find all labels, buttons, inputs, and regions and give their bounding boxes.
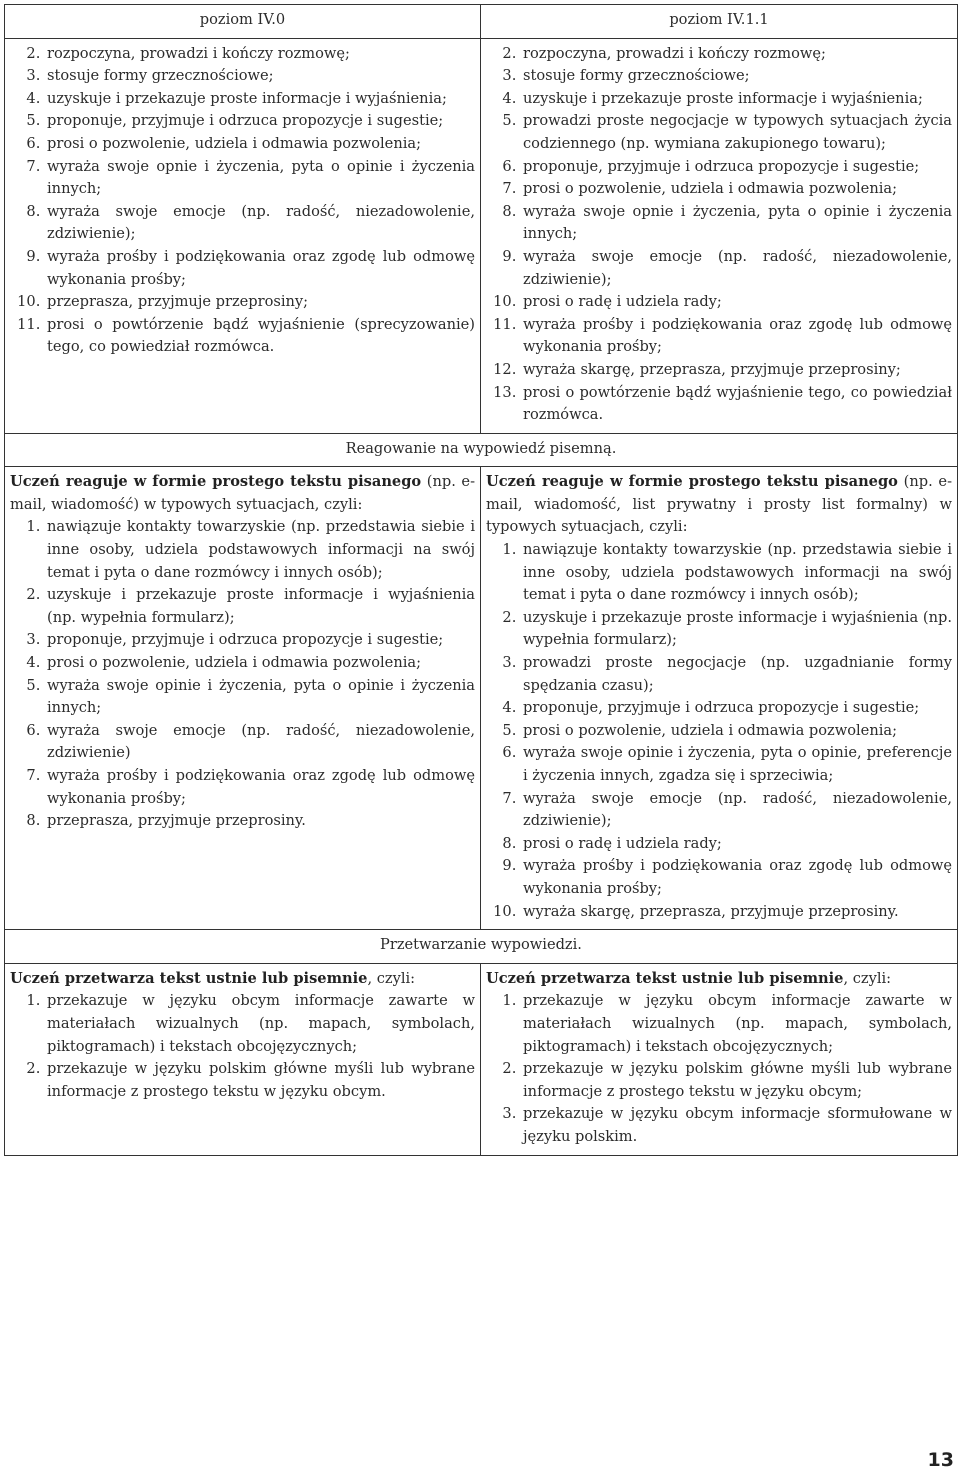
written-section-title: Reagowanie na wypowiedź pisemną. <box>5 433 958 467</box>
written-left-intro-rest: (np. e-mail, wiadomość) w typowych sytuacjach, czyli: <box>10 473 475 513</box>
list-item: 1. nawiązuje kontakty towarzyskie (np. przedstawia siebie i inne osoby, udziela podstawowych informacji na swój temat i pyta o dane rozmówcy i innych osób); <box>45 516 475 584</box>
list-item: 3. stosuje formy grzecznościowe; <box>521 65 952 88</box>
list-item: 2. uzyskuje i przekazuje proste informacje i wyjaśnienia (np. wypełnia formularz); <box>521 607 952 652</box>
speaking-right-cell <box>481 38 958 433</box>
level-right-title: poziom IV.1.1 <box>481 5 958 39</box>
processing-row <box>5 963 958 1155</box>
list-item: 3. proponuje, przyjmuje i odrzuca propozycje i sugestie; <box>45 629 475 652</box>
processing-right-intro <box>486 968 952 991</box>
list-item: 10. wyraża skargę, przeprasza, przyjmuje przeprosiny. <box>521 901 952 924</box>
list-item: 5. prowadzi proste negocjacje w typowych sytuacjach życia codziennego (np. wymiana zakupionego towaru); <box>521 110 952 155</box>
speaking-left-list <box>10 43 475 359</box>
list-item: 10. przeprasza, przyjmuje przeprosiny; <box>45 291 475 314</box>
written-right-intro-rest: (np. e-mail, wiadomość, list prywatny i prosty list formalny) w typowych sytuacjach, czyli: <box>486 473 952 536</box>
list-item: 2. uzyskuje i przekazuje proste informacje i wyjaśnienia (np. wypełnia formularz); <box>45 584 475 629</box>
list-item: 13. prosi o powtórzenie bądź wyjaśnienie tego, co powiedział rozmówca. <box>521 382 952 427</box>
list-item: 6. prosi o pozwolenie, udziela i odmawia pozwolenia; <box>45 133 475 156</box>
list-item: 7. wyraża prośby i podziękowania oraz zgodę lub odmowę wykonania prośby; <box>45 765 475 810</box>
processing-right-list <box>486 990 952 1148</box>
list-item: 3. prowadzi proste negocjacje (np. uzgadnianie formy spędzania czasu); <box>521 652 952 697</box>
processing-left-list <box>10 990 475 1103</box>
list-item: 11. wyraża prośby i podziękowania oraz zgodę lub odmowę wykonania prośby; <box>521 314 952 359</box>
processing-left-intro-rest: , czyli: <box>367 969 416 987</box>
list-item: 7. wyraża swoje opnie i życzenia, pyta o opinie i życzenia innych; <box>45 156 475 201</box>
list-item: 12. wyraża skargę, przeprasza, przyjmuje przeprosiny; <box>521 359 952 382</box>
speaking-row <box>5 38 958 433</box>
list-item: 1. przekazuje w języku obcym informacje zawarte w materiałach wizualnych (np. mapach, symbolach, piktogramach) i tekstach obcojęzycznych; <box>521 990 952 1058</box>
processing-right-cell <box>481 963 958 1155</box>
processing-right-intro-rest: , czyli: <box>843 969 892 987</box>
list-item: 7. wyraża swoje emocje (np. radość, niezadowolenie, zdziwienie); <box>521 788 952 833</box>
list-item: 2. przekazuje w języku polskim główne myśli lub wybrane informacje z prostego tekstu w języku obcym; <box>521 1058 952 1103</box>
list-item: 5. prosi o pozwolenie, udziela i odmawia pozwolenia; <box>521 720 952 743</box>
processing-right-intro-bold: Uczeń przetwarza tekst ustnie lub pisemnie <box>486 969 844 987</box>
list-item: 9. wyraża prośby i podziękowania oraz zgodę lub odmowę wykonania prośby; <box>521 855 952 900</box>
list-item: 8. wyraża swoje opnie i życzenia, pyta o opinie i życzenia innych; <box>521 201 952 246</box>
written-right-list <box>486 539 952 923</box>
list-item: 6. wyraża swoje emocje (np. radość, niezadowolenie, zdziwienie) <box>45 720 475 765</box>
page-number: 13 <box>927 1449 954 1471</box>
speaking-right-list <box>486 43 952 427</box>
level-header-row <box>5 5 958 39</box>
written-row <box>5 467 958 930</box>
processing-left-cell <box>5 963 481 1155</box>
list-item: 8. prosi o radę i udziela rady; <box>521 833 952 856</box>
list-item: 4. uzyskuje i przekazuje proste informacje i wyjaśnienia; <box>45 88 475 111</box>
list-item: 4. proponuje, przyjmuje i odrzuca propozycje i sugestie; <box>521 697 952 720</box>
written-right-intro-bold: Uczeń reaguje w formie prostego tekstu pisanego <box>486 473 898 491</box>
processing-section-title: Przetwarzanie wypowiedzi. <box>5 930 958 964</box>
written-right-intro <box>486 471 952 539</box>
list-item: 2. przekazuje w języku polskim główne myśli lub wybrane informacje z prostego tekstu w języku obcym. <box>45 1058 475 1103</box>
list-item: 4. uzyskuje i przekazuje proste informacje i wyjaśnienia; <box>521 88 952 111</box>
list-item: 8. przeprasza, przyjmuje przeprosiny. <box>45 810 475 833</box>
processing-left-intro <box>10 968 475 991</box>
list-item: 2. rozpoczyna, prowadzi i kończy rozmowę; <box>45 43 475 66</box>
processing-section-row <box>5 930 958 964</box>
list-item: 6. wyraża swoje opinie i życzenia, pyta o opinie, preferencje i życzenia innych, zgadza się i sprzeciwia; <box>521 742 952 787</box>
list-item: 10. prosi o radę i udziela rady; <box>521 291 952 314</box>
written-left-intro <box>10 471 475 516</box>
list-item: 9. wyraża swoje emocje (np. radość, niezadowolenie, zdziwienie); <box>521 246 952 291</box>
curriculum-table <box>4 4 958 1156</box>
speaking-left-cell <box>5 38 481 433</box>
list-item: 3. stosuje formy grzecznościowe; <box>45 65 475 88</box>
list-item: 1. nawiązuje kontakty towarzyskie (np. przedstawia siebie i inne osoby, udziela podstawowych informacji na swój temat i pyta o dane rozmówcy i innych osób); <box>521 539 952 607</box>
level-left-title: poziom IV.0 <box>5 5 481 39</box>
list-item: 7. prosi o pozwolenie, udziela i odmawia pozwolenia; <box>521 178 952 201</box>
list-item: 5. wyraża swoje opinie i życzenia, pyta o opinie i życzenia innych; <box>45 675 475 720</box>
written-left-cell <box>5 467 481 930</box>
list-item: 9. wyraża prośby i podziękowania oraz zgodę lub odmowę wykonania prośby; <box>45 246 475 291</box>
written-section-row <box>5 433 958 467</box>
list-item: 5. proponuje, przyjmuje i odrzuca propozycje i sugestie; <box>45 110 475 133</box>
list-item: 3. przekazuje w języku obcym informacje sformułowane w języku polskim. <box>521 1103 952 1148</box>
written-right-cell <box>481 467 958 930</box>
written-left-intro-bold: Uczeń reaguje w formie prostego tekstu pisanego <box>10 473 422 491</box>
list-item: 8. wyraża swoje emocje (np. radość, niezadowolenie, zdziwienie); <box>45 201 475 246</box>
list-item: 1. przekazuje w języku obcym informacje zawarte w materiałach wizualnych (np. mapach, symbolach, piktogramach) i tekstach obcojęzycznych; <box>45 990 475 1058</box>
curriculum-page <box>4 4 957 1156</box>
list-item: 2. rozpoczyna, prowadzi i kończy rozmowę; <box>521 43 952 66</box>
processing-left-intro-bold: Uczeń przetwarza tekst ustnie lub pisemnie <box>10 969 368 987</box>
list-item: 11. prosi o powtórzenie bądź wyjaśnienie (sprecyzowanie) tego, co powiedział rozmówca. <box>45 314 475 359</box>
list-item: 6. proponuje, przyjmuje i odrzuca propozycje i sugestie; <box>521 156 952 179</box>
list-item: 4. prosi o pozwolenie, udziela i odmawia pozwolenia; <box>45 652 475 675</box>
written-left-list <box>10 516 475 832</box>
